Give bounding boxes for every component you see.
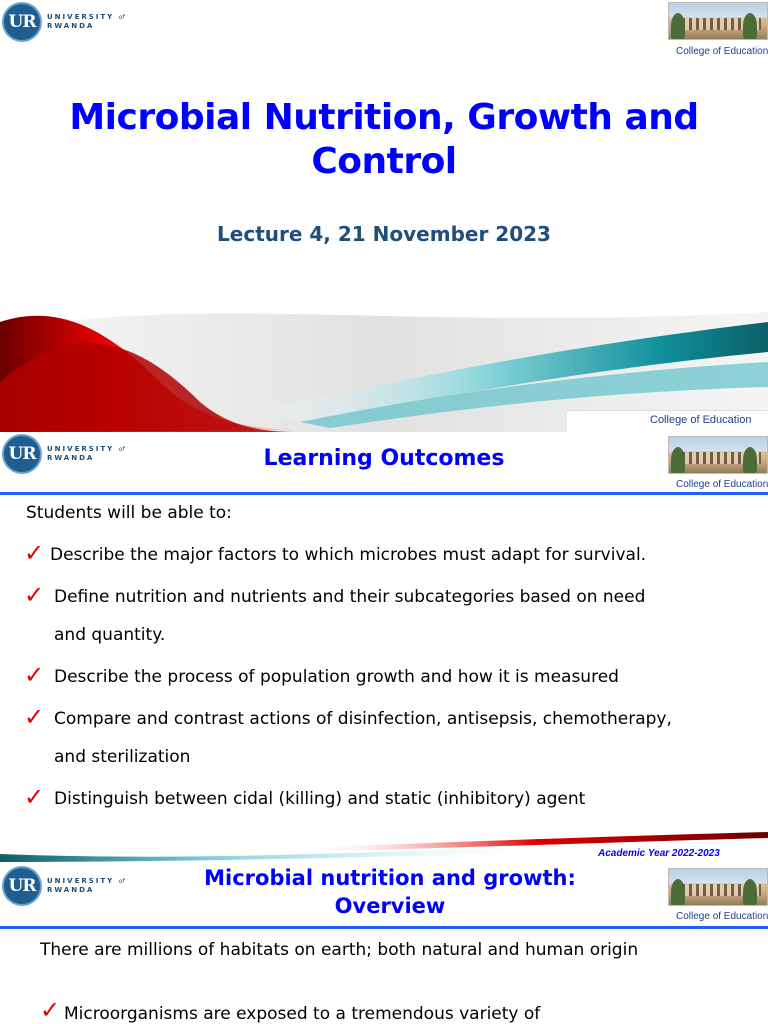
- learning-outcomes-title: Learning Outcomes: [263, 446, 505, 471]
- check-mark-icon: ✓: [24, 661, 45, 689]
- check-mark-icon: ✓: [24, 703, 45, 731]
- overview-title-line1: Microbial nutrition and growth:: [204, 866, 576, 890]
- outcome-item: ✓ Compare and contrast actions of disinfection, antisepsis, chemotherapy,: [24, 700, 764, 738]
- divider-line: [0, 492, 768, 495]
- slide-title: [0, 0, 768, 432]
- outcomes-list: [24, 536, 764, 818]
- overview-title-line2: Overview: [334, 894, 446, 918]
- college-label-top: College of Education: [676, 46, 768, 57]
- college-building-image: [668, 2, 768, 40]
- outcome-item: ✓ Distinguish between cidal (killing) and static (inhibitory) agent: [24, 780, 764, 818]
- college-building-image-3: [668, 868, 768, 906]
- university-logo: [2, 2, 124, 42]
- outcome-item: ✓ Describe the process of population growth and how it is measured: [24, 658, 764, 696]
- check-mark-icon: ✓: [24, 783, 45, 811]
- overview-title: [180, 864, 600, 920]
- slide-title-heading: Microbial Nutrition, Growth and Control: [69, 97, 699, 182]
- college-label-2: College of Education: [676, 479, 768, 490]
- outcome-item-continued: and sterilization: [54, 747, 191, 767]
- logo-line1: UNIVERSITY: [47, 13, 115, 21]
- overview-item: ✓ Microorganisms are exposed to a tremendous variety of: [40, 996, 541, 1024]
- logo-line2-3: RWANDA: [47, 886, 95, 894]
- academic-year: Academic Year 2022-2023: [598, 848, 720, 859]
- logo-line1-small: of: [118, 14, 125, 21]
- logo-line2-2: RWANDA: [47, 454, 95, 462]
- college-label-3: College of Education: [676, 911, 768, 922]
- check-mark-icon: ✓: [24, 581, 45, 609]
- divider-line-2: [0, 926, 768, 929]
- college-label-footer: College of Education: [650, 414, 752, 426]
- university-logo-3: [2, 866, 124, 906]
- logo-line1-2: UNIVERSITY: [47, 445, 115, 453]
- outcome-item: ✓ Define nutrition and nutrients and their subcategories based on need: [24, 578, 764, 616]
- logo-line1-small-3: of: [118, 878, 125, 885]
- outcome-item-continued: and quantity.: [54, 625, 166, 645]
- check-mark-icon: ✓: [24, 539, 45, 567]
- logo-emblem: UR: [2, 2, 42, 42]
- logo-line1-small-2: of: [118, 446, 125, 453]
- college-building-image-2: [668, 436, 768, 474]
- check-mark-icon: ✓: [40, 996, 61, 1024]
- logo-line2: RWANDA: [47, 22, 95, 30]
- outcomes-intro: Students will be able to:: [26, 503, 232, 523]
- logo-emblem-3: UR: [2, 866, 42, 906]
- outcome-item: ✓ Describe the major factors to which microbes must adapt for survival.: [24, 536, 764, 574]
- logo-emblem-2: UR: [2, 434, 42, 474]
- logo-line1-3: UNIVERSITY: [47, 877, 115, 885]
- lecture-subtitle: Lecture 4, 21 November 2023: [217, 222, 551, 246]
- overview-intro: There are millions of habitats on earth; both natural and human origin: [40, 940, 639, 960]
